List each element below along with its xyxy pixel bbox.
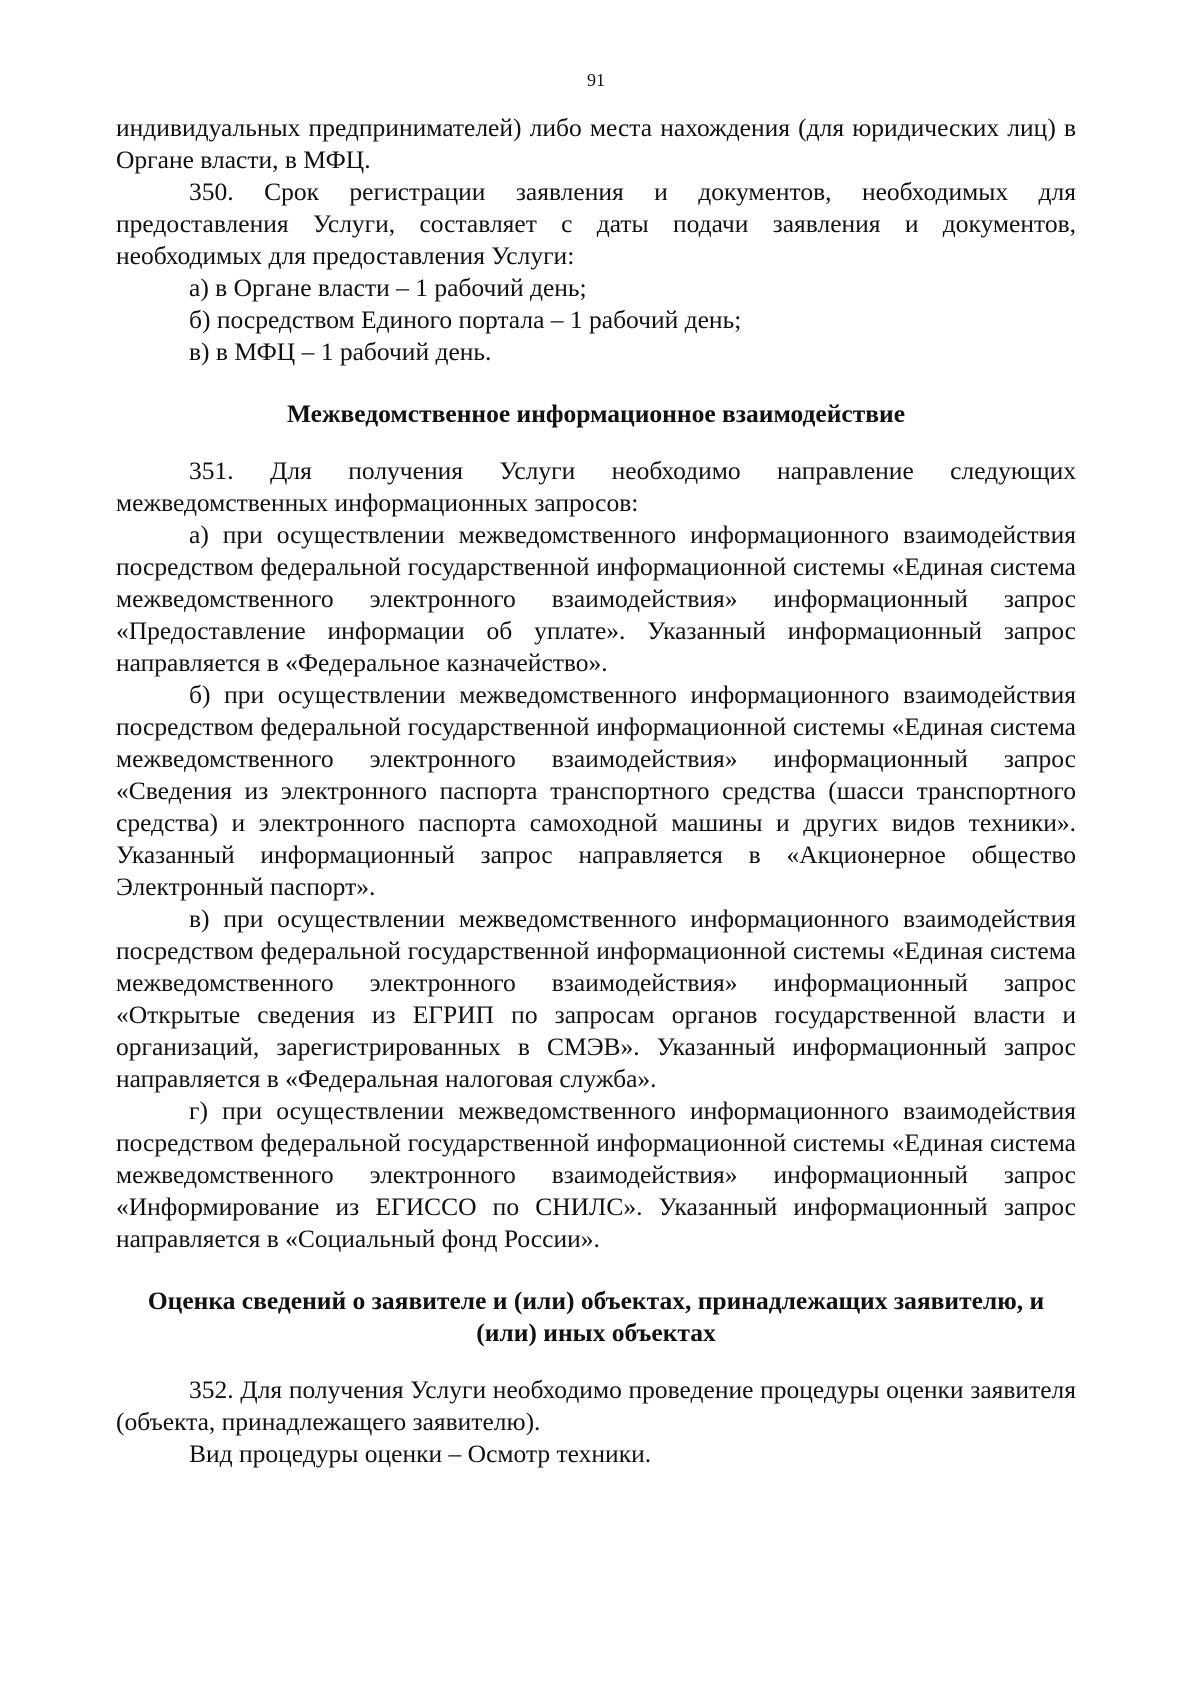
list-item-350-b: б) посредством Единого портала – 1 рабочий день; [189, 305, 742, 334]
list-item-351-d: г) при осуществлении межведомственного информационного взаимодействия посредством федеральной государственной информационной системы «Единая система межведомственного электронного взаимодействия» информационный запрос «Информирование из ЕГИССО по СНИЛС». Указанный информационный запрос направляется в «Социальный фонд России». [116, 1096, 1076, 1253]
paragraph-assessment-type: Вид процедуры оценки – Осмотр техники. [189, 1439, 652, 1468]
list-item-351-a: а) при осуществлении межведомственного информационного взаимодействия посредством федеральной государственной информационной системы «Единая система межведомственного электронного взаимодействия» информационный запрос «Предоставление информации об уплате». Указанный информационный запрос направляется в «Федеральное казначейство». [116, 520, 1076, 677]
list-item-351-b: б) при осуществлении межведомственного информационного взаимодействия посредством федеральной государственной информационной системы «Единая система межведомственного электронного взаимодействия» информационный запрос «Сведения из электронного паспорта транспортного средства (шасси транспортного средства) и электронного паспорта самоходной машины и других видов техники». Указанный информационный запрос направляется в «Акционерное общество Электронный паспорт». [116, 680, 1076, 901]
paragraph-350: 350. Срок регистрации заявления и документов, необходимых для предоставления Услуги, составляет с даты подачи заявления и документов, необходимых для предоставления Услуги: [116, 177, 1076, 270]
paragraph-351: 351. Для получения Услуги необходимо направление следующих межведомственных информационных запросов: [116, 456, 1076, 517]
list-item-350-a: а) в Органе власти – 1 рабочий день; [189, 273, 587, 302]
paragraph-continuation: индивидуальных предпринимателей) либо места нахождения (для юридических лиц) в Органе власти, в МФЦ. [116, 113, 1076, 174]
section-heading-interagency: Межведомственное информационное взаимодействие [286, 399, 906, 428]
list-item-350-c: в) в МФЦ – 1 рабочий день. [189, 337, 492, 366]
section-heading-assessment: Оценка сведений о заявителе и (или) объектах, принадлежащих заявителю, и (или) иных объектах [147, 1286, 1045, 1347]
page-number: 91 [587, 70, 605, 90]
document-page [116, 70, 1076, 1470]
paragraph-352: 352. Для получения Услуги необходимо проведение процедуры оценки заявителя (объекта, принадлежащего заявителю). [116, 1375, 1076, 1436]
list-item-351-c: в) при осуществлении межведомственного информационного взаимодействия посредством федеральной государственной информационной системы «Единая система межведомственного электронного взаимодействия» информационный запрос «Открытые сведения из ЕГРИП по запросам органов государственной власти и организаций, зарегистрированных в СМЭВ». Указанный информационный запрос направляется в «Федеральная налоговая служба». [116, 904, 1076, 1093]
